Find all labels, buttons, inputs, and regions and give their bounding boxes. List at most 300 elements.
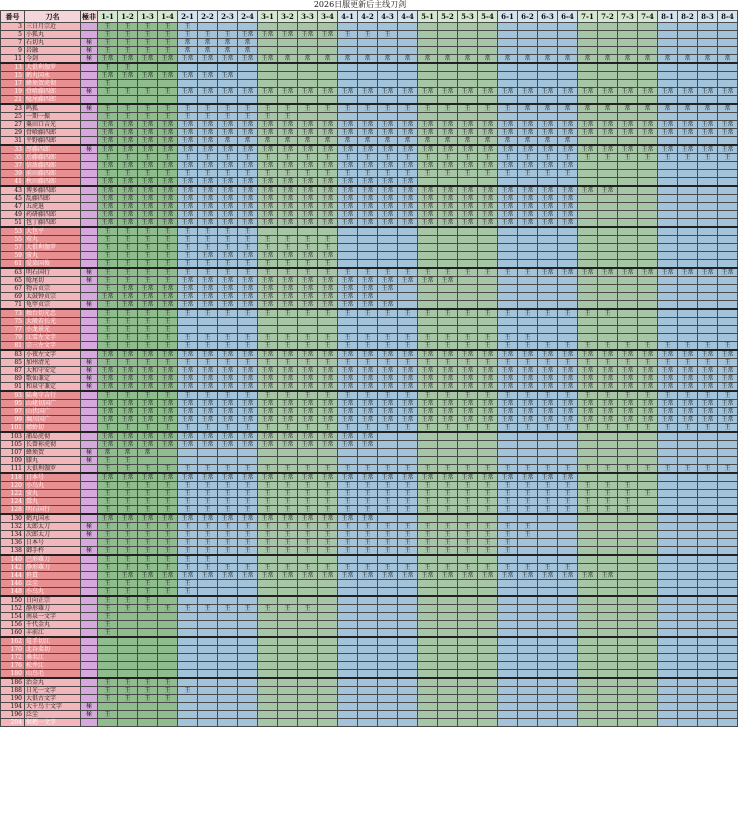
stage-cell: 王 bbox=[178, 588, 198, 597]
stage-cell: 王常 bbox=[138, 211, 158, 219]
stage-cell bbox=[138, 646, 158, 654]
table-row bbox=[1, 350, 738, 359]
stage-cell bbox=[98, 96, 118, 105]
sword-name: 山姥切国广 bbox=[25, 400, 81, 408]
stage-cell: 王 bbox=[318, 498, 338, 506]
stage-cell bbox=[438, 227, 458, 236]
stage-cell: 王常 bbox=[338, 473, 358, 482]
stage-cell bbox=[658, 203, 678, 211]
stage-cell bbox=[678, 539, 698, 547]
stage-cell: 王 bbox=[98, 170, 118, 178]
stage-cell: 王 bbox=[338, 564, 358, 572]
stage-cell bbox=[518, 326, 538, 334]
stage-cell bbox=[538, 555, 558, 564]
stage-cell: 王 bbox=[258, 244, 278, 252]
stage-cell: 王常 bbox=[238, 293, 258, 301]
stage-cell: 王常 bbox=[158, 285, 178, 293]
stage-cell bbox=[458, 432, 478, 441]
stage-cell: 王 bbox=[458, 154, 478, 162]
stage-cell: 王 bbox=[138, 318, 158, 326]
stage-cell: 王 bbox=[98, 318, 118, 326]
extreme-flag bbox=[81, 670, 98, 679]
stage-cell bbox=[598, 162, 618, 170]
stage-cell bbox=[158, 457, 178, 465]
table-row bbox=[1, 55, 738, 64]
stage-cell: 王常 bbox=[178, 55, 198, 64]
stage-cell: 王常 bbox=[698, 121, 718, 129]
stage-cell: 王 bbox=[138, 498, 158, 506]
stage-cell: 王常 bbox=[278, 514, 298, 523]
stage-cell bbox=[338, 596, 358, 605]
stage-cell: 常 bbox=[318, 137, 338, 146]
header-stage: 7-1 bbox=[578, 11, 598, 23]
stage-cell bbox=[398, 63, 418, 72]
stage-cell bbox=[218, 318, 238, 326]
row-number: 59 bbox=[1, 252, 25, 260]
stage-cell bbox=[658, 670, 678, 679]
stage-cell bbox=[658, 482, 678, 490]
stage-cell bbox=[418, 449, 438, 457]
stage-cell bbox=[678, 555, 698, 564]
stage-cell bbox=[638, 670, 658, 679]
stage-cell bbox=[438, 449, 458, 457]
stage-cell bbox=[438, 318, 458, 326]
stage-cell: 王常 bbox=[238, 473, 258, 482]
stage-cell bbox=[478, 244, 498, 252]
stage-cell: 王 bbox=[138, 47, 158, 55]
stage-cell bbox=[278, 719, 298, 727]
stage-cell: 王常 bbox=[158, 219, 178, 228]
row-number: 128 bbox=[1, 506, 25, 515]
table-row bbox=[1, 506, 738, 515]
stage-cell: 王常 bbox=[318, 432, 338, 441]
stage-cell: 王 bbox=[418, 498, 438, 506]
stage-cell bbox=[398, 514, 418, 523]
stage-cell bbox=[678, 23, 698, 31]
stage-cell: 王 bbox=[518, 391, 538, 400]
stage-cell: 王 bbox=[278, 244, 298, 252]
stage-cell bbox=[478, 441, 498, 449]
stage-cell bbox=[438, 80, 458, 88]
stage-cell bbox=[458, 96, 478, 105]
stage-cell: 王常 bbox=[618, 88, 638, 96]
extreme-flag bbox=[81, 629, 98, 638]
stage-cell: 王常 bbox=[358, 441, 378, 449]
stage-cell bbox=[318, 326, 338, 334]
stage-cell bbox=[558, 621, 578, 629]
stage-cell: 王 bbox=[198, 506, 218, 515]
stage-cell: 王常 bbox=[278, 367, 298, 375]
extreme-flag: 極 bbox=[81, 703, 98, 711]
stage-cell bbox=[358, 236, 378, 244]
stage-cell bbox=[218, 457, 238, 465]
stage-cell: 王常 bbox=[298, 219, 318, 228]
stage-cell: 王 bbox=[558, 490, 578, 498]
stage-cell bbox=[618, 703, 638, 711]
stage-cell bbox=[318, 47, 338, 55]
stage-cell: 王 bbox=[98, 334, 118, 342]
stage-cell: 王 bbox=[158, 277, 178, 285]
header-stage: 6-3 bbox=[538, 11, 558, 23]
stage-cell: 王 bbox=[518, 334, 538, 342]
header-stage: 7-4 bbox=[638, 11, 658, 23]
stage-cell bbox=[718, 137, 738, 146]
sword-name: 静形薙刀 bbox=[25, 605, 81, 613]
stage-cell: 王 bbox=[478, 490, 498, 498]
stage-cell: 王 bbox=[178, 498, 198, 506]
stage-cell bbox=[618, 678, 638, 687]
stage-cell bbox=[618, 72, 638, 80]
stage-cell bbox=[398, 432, 418, 441]
stage-cell bbox=[358, 227, 378, 236]
stage-cell bbox=[378, 252, 398, 260]
extreme-flag bbox=[81, 129, 98, 137]
stage-cell: 王 bbox=[518, 424, 538, 433]
stage-cell bbox=[678, 514, 698, 523]
stage-cell: 王 bbox=[398, 539, 418, 547]
stage-cell: 王常 bbox=[298, 195, 318, 203]
stage-cell: 王 bbox=[238, 523, 258, 531]
stage-cell bbox=[278, 703, 298, 711]
stage-cell bbox=[558, 441, 578, 449]
stage-cell bbox=[458, 613, 478, 621]
stage-cell: 王 bbox=[498, 564, 518, 572]
stage-cell bbox=[638, 605, 658, 613]
stage-cell: 王 bbox=[498, 359, 518, 367]
stage-cell bbox=[298, 629, 318, 638]
stage-cell: 王常 bbox=[278, 416, 298, 424]
stage-cell bbox=[318, 719, 338, 727]
stage-cell bbox=[478, 555, 498, 564]
stage-cell bbox=[358, 678, 378, 687]
stage-cell: 王常 bbox=[578, 367, 598, 375]
table-row bbox=[1, 334, 738, 342]
stage-cell: 常 bbox=[638, 104, 658, 113]
stage-cell bbox=[478, 47, 498, 55]
stage-cell bbox=[278, 670, 298, 679]
stage-cell: 王常 bbox=[118, 367, 138, 375]
stage-cell: 王常 bbox=[698, 268, 718, 277]
stage-cell: 王常 bbox=[138, 383, 158, 392]
stage-cell bbox=[558, 703, 578, 711]
row-number: 73 bbox=[1, 309, 25, 318]
stage-cell: 王常 bbox=[258, 219, 278, 228]
stage-cell: 常 bbox=[718, 104, 738, 113]
stage-cell bbox=[518, 293, 538, 301]
stage-cell: 王 bbox=[118, 326, 138, 334]
stage-cell: 王常 bbox=[678, 367, 698, 375]
stage-cell bbox=[458, 244, 478, 252]
row-number: 51 bbox=[1, 219, 25, 228]
stage-cell: 王常 bbox=[538, 416, 558, 424]
stage-cell: 王 bbox=[118, 113, 138, 121]
stage-cell bbox=[658, 703, 678, 711]
stage-cell bbox=[638, 31, 658, 39]
stage-cell: 王常 bbox=[298, 178, 318, 187]
stage-cell bbox=[258, 227, 278, 236]
stage-cell bbox=[678, 293, 698, 301]
stage-cell bbox=[558, 326, 578, 334]
stage-cell: 王 bbox=[578, 490, 598, 498]
stage-cell: 王常 bbox=[158, 55, 178, 64]
stage-cell bbox=[698, 285, 718, 293]
stage-cell bbox=[498, 588, 518, 597]
stage-cell: 王常 bbox=[598, 416, 618, 424]
stage-cell: 王 bbox=[218, 465, 238, 474]
stage-cell: 王 bbox=[338, 154, 358, 162]
row-number: 7 bbox=[1, 39, 25, 47]
stage-cell: 王常 bbox=[418, 145, 438, 154]
stage-cell bbox=[718, 285, 738, 293]
stage-cell: 王 bbox=[138, 170, 158, 178]
stage-cell: 王常 bbox=[618, 383, 638, 392]
stage-cell: 王常 bbox=[318, 277, 338, 285]
stage-cell bbox=[538, 605, 558, 613]
stage-cell bbox=[338, 605, 358, 613]
sword-stage-table bbox=[0, 10, 738, 727]
sword-name: 泛尘 bbox=[25, 711, 81, 719]
stage-cell bbox=[618, 662, 638, 670]
stage-cell: 王常 bbox=[438, 367, 458, 375]
stage-cell: 王 bbox=[418, 547, 438, 556]
stage-cell bbox=[378, 711, 398, 719]
extreme-flag: 極 bbox=[81, 711, 98, 719]
stage-cell: 王 bbox=[258, 490, 278, 498]
stage-cell: 王 bbox=[718, 154, 738, 162]
stage-cell: 王常 bbox=[318, 129, 338, 137]
stage-cell: 王常 bbox=[358, 129, 378, 137]
stage-cell: 王常 bbox=[118, 162, 138, 170]
stage-cell: 王常 bbox=[158, 162, 178, 170]
stage-cell: 王常 bbox=[318, 367, 338, 375]
stage-cell: 王 bbox=[538, 465, 558, 474]
row-number: 83 bbox=[1, 350, 25, 359]
stage-cell bbox=[338, 47, 358, 55]
stage-cell bbox=[478, 457, 498, 465]
stage-cell bbox=[618, 195, 638, 203]
stage-cell bbox=[238, 580, 258, 588]
row-number: 23 bbox=[1, 104, 25, 113]
stage-cell bbox=[698, 162, 718, 170]
stage-cell: 王 bbox=[238, 170, 258, 178]
stage-cell: 王 bbox=[598, 391, 618, 400]
stage-cell bbox=[638, 588, 658, 597]
stage-cell bbox=[458, 63, 478, 72]
stage-cell bbox=[398, 670, 418, 679]
stage-cell bbox=[158, 662, 178, 670]
stage-cell: 常 bbox=[458, 137, 478, 146]
stage-cell: 王 bbox=[158, 555, 178, 564]
stage-cell: 王常 bbox=[458, 383, 478, 392]
stage-cell: 王 bbox=[458, 482, 478, 490]
stage-cell bbox=[398, 580, 418, 588]
stage-cell bbox=[438, 711, 458, 719]
stage-cell: 常 bbox=[558, 137, 578, 146]
stage-cell: 王常 bbox=[578, 186, 598, 195]
stage-cell bbox=[598, 293, 618, 301]
stage-cell bbox=[538, 23, 558, 31]
stage-cell: 王 bbox=[198, 170, 218, 178]
stage-cell: 王 bbox=[198, 334, 218, 342]
stage-cell: 王常 bbox=[678, 129, 698, 137]
stage-cell: 王 bbox=[578, 154, 598, 162]
stage-cell: 王常 bbox=[118, 383, 138, 392]
stage-cell: 王 bbox=[238, 506, 258, 515]
stage-cell: 王常 bbox=[378, 285, 398, 293]
stage-cell: 王 bbox=[198, 531, 218, 539]
stage-cell: 王 bbox=[98, 244, 118, 252]
stage-cell bbox=[718, 629, 738, 638]
stage-cell bbox=[538, 711, 558, 719]
stage-cell bbox=[398, 662, 418, 670]
stage-cell bbox=[558, 555, 578, 564]
stage-cell: 王常 bbox=[238, 145, 258, 154]
stage-cell: 王常 bbox=[198, 416, 218, 424]
stage-cell bbox=[318, 605, 338, 613]
stage-cell bbox=[158, 621, 178, 629]
stage-cell: 王 bbox=[438, 391, 458, 400]
stage-cell: 王 bbox=[158, 252, 178, 260]
stage-cell bbox=[478, 432, 498, 441]
stage-cell bbox=[698, 678, 718, 687]
header-stage: 5-3 bbox=[458, 11, 478, 23]
stage-cell bbox=[638, 309, 658, 318]
stage-cell bbox=[438, 31, 458, 39]
stage-cell: 王常 bbox=[718, 367, 738, 375]
row-number: 152 bbox=[1, 605, 25, 613]
extreme-flag bbox=[81, 350, 98, 359]
stage-cell bbox=[658, 547, 678, 556]
stage-cell: 王常 bbox=[258, 400, 278, 408]
stage-cell bbox=[418, 301, 438, 310]
stage-cell: 王常 bbox=[618, 350, 638, 359]
stage-cell bbox=[238, 23, 258, 31]
stage-cell bbox=[498, 178, 518, 187]
stage-cell: 王常 bbox=[258, 162, 278, 170]
stage-cell: 王 bbox=[598, 342, 618, 351]
stage-cell bbox=[658, 580, 678, 588]
stage-cell bbox=[698, 482, 718, 490]
stage-cell: 王 bbox=[118, 63, 138, 72]
stage-cell: 王常 bbox=[318, 31, 338, 39]
stage-cell: 王常 bbox=[418, 219, 438, 228]
stage-cell bbox=[638, 662, 658, 670]
stage-cell bbox=[558, 301, 578, 310]
stage-cell bbox=[338, 670, 358, 679]
stage-cell bbox=[678, 457, 698, 465]
stage-cell: 王常 bbox=[158, 473, 178, 482]
stage-cell: 王常 bbox=[118, 219, 138, 228]
stage-cell: 王 bbox=[438, 334, 458, 342]
stage-cell: 王常 bbox=[118, 121, 138, 129]
stage-cell: 王 bbox=[498, 424, 518, 433]
stage-cell: 王常 bbox=[218, 473, 238, 482]
stage-cell: 王 bbox=[318, 334, 338, 342]
stage-cell: 王 bbox=[478, 104, 498, 113]
stage-cell: 王 bbox=[298, 523, 318, 531]
stage-cell: 王常 bbox=[578, 408, 598, 416]
stage-cell: 王常 bbox=[178, 145, 198, 154]
stage-cell bbox=[178, 621, 198, 629]
stage-cell bbox=[658, 539, 678, 547]
stage-cell bbox=[498, 432, 518, 441]
stage-cell bbox=[278, 711, 298, 719]
stage-cell bbox=[718, 695, 738, 703]
stage-cell bbox=[638, 227, 658, 236]
stage-cell: 王 bbox=[478, 154, 498, 162]
stage-cell bbox=[338, 719, 358, 727]
stage-cell: 王常 bbox=[118, 400, 138, 408]
stage-cell: 王常 bbox=[658, 121, 678, 129]
stage-cell: 王常 bbox=[198, 219, 218, 228]
stage-cell: 王 bbox=[358, 309, 378, 318]
stage-cell bbox=[178, 670, 198, 679]
stage-cell bbox=[198, 637, 218, 646]
stage-cell: 王常 bbox=[118, 301, 138, 310]
stage-cell bbox=[638, 654, 658, 662]
stage-cell bbox=[598, 80, 618, 88]
stage-cell bbox=[698, 654, 718, 662]
stage-cell: 王常 bbox=[338, 383, 358, 392]
stage-cell: 王 bbox=[358, 506, 378, 515]
stage-cell bbox=[418, 678, 438, 687]
stage-cell: 王 bbox=[458, 104, 478, 113]
sword-name: 姬鹤一文字 bbox=[25, 719, 81, 727]
stage-cell bbox=[438, 678, 458, 687]
stage-cell bbox=[578, 596, 598, 605]
stage-cell: 王常 bbox=[398, 350, 418, 359]
stage-cell bbox=[678, 678, 698, 687]
table-row bbox=[1, 408, 738, 416]
stage-cell bbox=[178, 662, 198, 670]
stage-cell bbox=[718, 572, 738, 580]
stage-cell: 王常 bbox=[298, 162, 318, 170]
stage-cell: 王常 bbox=[478, 88, 498, 96]
stage-cell bbox=[618, 646, 638, 654]
stage-cell: 王常 bbox=[98, 219, 118, 228]
extreme-flag bbox=[81, 432, 98, 441]
stage-cell: 王常 bbox=[498, 367, 518, 375]
stage-cell bbox=[658, 613, 678, 621]
stage-cell bbox=[678, 113, 698, 121]
stage-cell: 王 bbox=[298, 465, 318, 474]
stage-cell bbox=[718, 31, 738, 39]
stage-cell: 王 bbox=[118, 580, 138, 588]
stage-cell: 王常 bbox=[378, 473, 398, 482]
stage-cell: 王 bbox=[158, 490, 178, 498]
stage-cell: 王常 bbox=[118, 350, 138, 359]
extreme-flag bbox=[81, 424, 98, 433]
stage-cell bbox=[498, 514, 518, 523]
stage-cell: 王 bbox=[118, 523, 138, 531]
stage-cell bbox=[558, 285, 578, 293]
row-number: 111 bbox=[1, 465, 25, 474]
stage-cell bbox=[558, 547, 578, 556]
stage-cell: 常 bbox=[358, 137, 378, 146]
stage-cell: 王常 bbox=[458, 375, 478, 383]
stage-cell: 王常 bbox=[378, 572, 398, 580]
stage-cell bbox=[478, 96, 498, 105]
stage-cell: 王常 bbox=[638, 408, 658, 416]
stage-cell: 王 bbox=[298, 154, 318, 162]
stage-cell: 王 bbox=[98, 457, 118, 465]
stage-cell: 王常 bbox=[178, 178, 198, 187]
stage-cell bbox=[638, 646, 658, 654]
stage-cell: 王常 bbox=[278, 432, 298, 441]
stage-cell: 王常 bbox=[198, 72, 218, 80]
stage-cell: 王常 bbox=[158, 72, 178, 80]
stage-cell bbox=[658, 498, 678, 506]
